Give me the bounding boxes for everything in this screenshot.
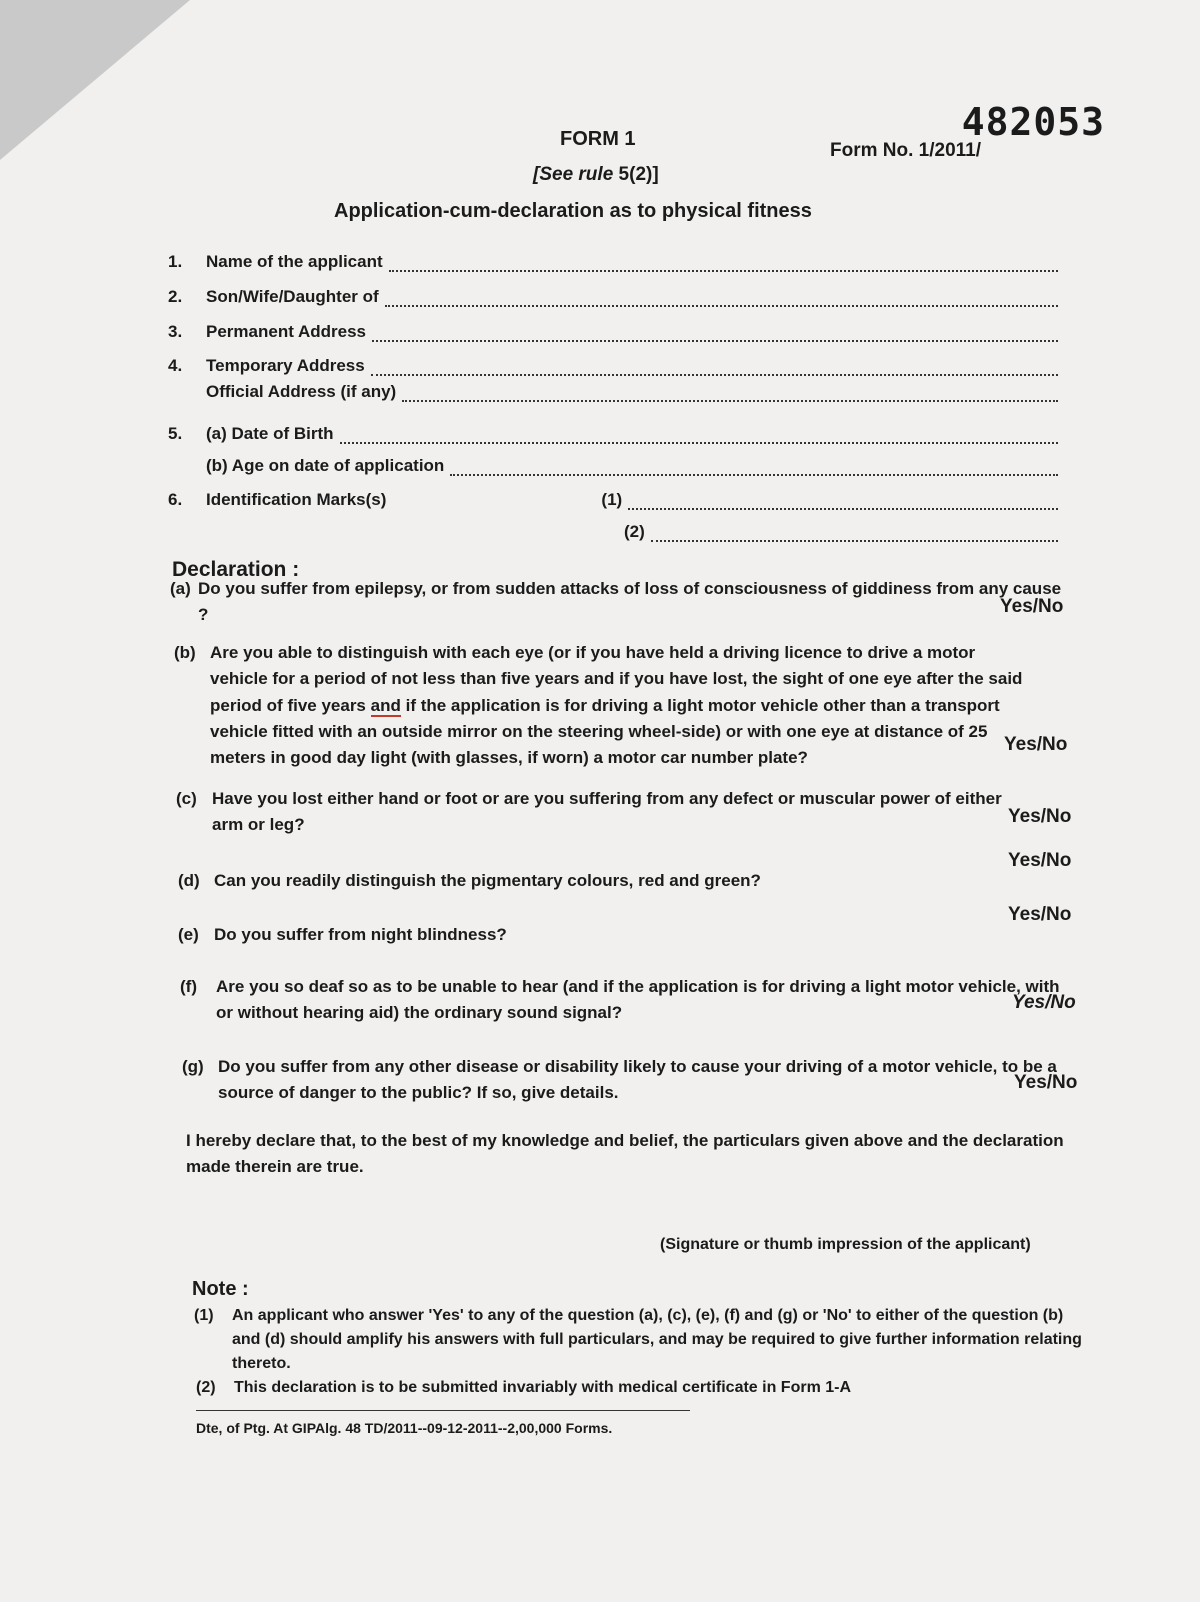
mark-2-input-line[interactable]: [651, 528, 1058, 542]
question-text-part: if the application is for driving a light motor vehicle other than a transport vehicle fitted with an outside mirror on the steering wheel-side) or with one eye at distance of 25 meters in good day light (with glasses, if worn) a motor car number plate?: [210, 695, 1000, 768]
yes-no-g[interactable]: Yes/No: [1014, 1072, 1078, 1093]
field-number: 1.: [168, 252, 183, 271]
question-text: Do you suffer from epilepsy, or from sudden attacks of loss of consciousness of giddiness from any cause ?: [198, 579, 1062, 625]
declaration-heading: Declaration :: [172, 558, 300, 581]
date-of-birth-input-line[interactable]: [340, 430, 1059, 444]
question-label: (c): [176, 789, 197, 808]
age-input-line[interactable]: [450, 462, 1058, 476]
field-label: Name of the applicant: [206, 252, 383, 271]
form-heading: FORM 1: [560, 128, 636, 150]
note-heading: Note :: [192, 1278, 249, 1300]
field-label: Official Address (if any): [206, 382, 397, 401]
field-label: (b) Age on date of application: [206, 456, 445, 475]
question-f: [180, 974, 1080, 1027]
field-identification-marks: [168, 490, 1058, 510]
rule-number: 5(2)]: [618, 164, 659, 185]
printer-imprint: Dte, of Ptg. At GIPAlg. 48 TD/2011--09-12-2011--2,00,000 Forms.: [196, 1420, 613, 1436]
field-number: 5.: [168, 424, 183, 443]
rule-prefix: [See rule: [533, 164, 614, 185]
relation-input-line[interactable]: [385, 293, 1058, 307]
folded-corner: [0, 0, 190, 160]
question-b: [174, 640, 1074, 772]
permanent-address-input-line[interactable]: [372, 328, 1058, 342]
field-label: Son/Wife/Daughter of: [206, 287, 379, 306]
question-text: Can you readily distinguish the pigmentary colours, red and green?: [214, 871, 761, 890]
yes-no-e[interactable]: Yes/No: [1008, 904, 1072, 925]
field-temporary-address: [168, 356, 1058, 376]
yes-no-f[interactable]: Yes/No: [1012, 992, 1076, 1013]
field-official-address: [168, 382, 1058, 402]
declaration-statement: I hereby declare that, to the best of my knowledge and belief, the particulars given above and the declaration made therein are true.: [186, 1131, 1064, 1176]
field-name: [168, 252, 1058, 272]
field-date-of-birth: [168, 424, 1058, 444]
serial-number: 482053: [961, 100, 1105, 144]
question-text: [210, 640, 1030, 772]
note-number: (2): [196, 1379, 216, 1396]
question-text: Are you so deaf so as to be unable to hear (and if the application is for driving a light motor vehicle, with or without hearing aid) the ordinary sound signal?: [216, 977, 1060, 1023]
note-text: This declaration is to be submitted invariably with medical certificate in Form 1-A: [234, 1379, 852, 1396]
question-label: (e): [178, 925, 199, 944]
field-label: (a) Date of Birth: [206, 424, 334, 443]
question-c: [176, 786, 1036, 839]
field-relation: [168, 287, 1058, 307]
mark-1-input-line[interactable]: [628, 496, 1058, 510]
question-label: (g): [182, 1057, 204, 1076]
note-text: An applicant who answer 'Yes' to any of the question (a), (c), (e), (f) and (g) or 'No' to either of the question (b) and (d) should amplify his answers with full particulars, and may be required to give further information relating thereto.: [232, 1307, 1082, 1372]
official-address-input-line[interactable]: [402, 388, 1058, 402]
question-e: [178, 922, 998, 948]
note-item-1: [194, 1304, 1094, 1376]
question-text: Have you lost either hand or foot or are you suffering from any defect or muscular power of either arm or leg?: [212, 789, 1002, 835]
mark-2-label: (2): [624, 522, 645, 541]
question-d: [178, 868, 998, 894]
yes-no-d[interactable]: Yes/No: [1008, 850, 1072, 871]
question-label: (f): [180, 977, 197, 996]
field-identification-mark-2: [624, 522, 1058, 542]
name-input-line[interactable]: [389, 258, 1058, 272]
question-text: Do you suffer from night blindness?: [214, 925, 507, 944]
field-age: [168, 456, 1058, 476]
signature-line[interactable]: (Signature or thumb impression of the applicant): [660, 1236, 1031, 1253]
yes-no-b[interactable]: Yes/No: [1004, 734, 1068, 755]
rule-reference: [533, 164, 659, 186]
form-number: Form No. 1/2011/: [830, 140, 982, 161]
field-label: Temporary Address: [206, 356, 365, 375]
footer-divider: [196, 1410, 690, 1411]
yes-no-a[interactable]: Yes/No: [1000, 596, 1064, 617]
question-label: (d): [178, 871, 200, 890]
field-number: 3.: [168, 322, 183, 341]
question-a: [170, 576, 1070, 629]
field-number: 2.: [168, 287, 183, 306]
temporary-address-input-line[interactable]: [371, 362, 1058, 376]
field-permanent-address: [168, 322, 1058, 342]
field-number: 4.: [168, 356, 183, 375]
field-label: Permanent Address: [206, 322, 366, 341]
underlined-word: and: [370, 695, 401, 715]
note-number: (1): [194, 1307, 214, 1324]
field-label: Identification Marks(s): [206, 490, 387, 509]
page-title: Application-cum-declaration as to physical fitness: [334, 200, 812, 222]
note-item-2: [196, 1376, 1096, 1400]
question-text: Do you suffer from any other disease or disability likely to cause your driving of a motor vehicle, to be a source of danger to the public? If so, give details.: [218, 1057, 1057, 1103]
question-label: (b): [174, 643, 196, 662]
mark-1-label: (1): [601, 490, 623, 509]
yes-no-c[interactable]: Yes/No: [1008, 806, 1072, 827]
question-g: [182, 1054, 1082, 1107]
field-number: 6.: [168, 490, 183, 509]
question-text-part: Are you able to distinguish with each eye (or if you have held a driving licence to drive a motor vehicle for a period of not less than five years and if you have lost, the sight of one eye after the said period of five years: [210, 643, 1023, 715]
question-label: (a): [170, 579, 191, 598]
